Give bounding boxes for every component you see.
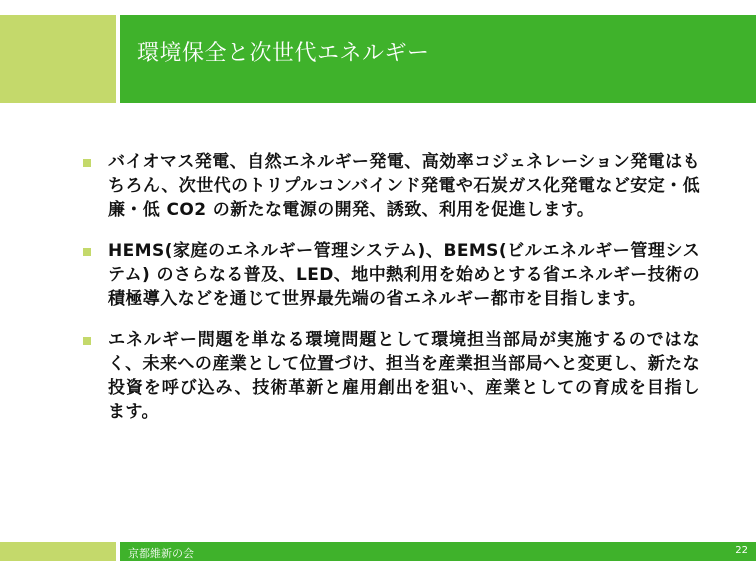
page-number: 22 <box>735 545 748 556</box>
square-bullet-icon <box>83 337 91 345</box>
bullet-item <box>80 239 700 311</box>
footer-accent-block <box>0 542 116 561</box>
bullet-text: エネルギー問題を単なる環境問題として環境担当部局が実施するのではなく、未来への産業として位置づけ、担当を産業担当部局へと変更し、新たな投資を呼び込み、技術革新と雇用創出を狙い、産業としての育成を目指します。 <box>108 330 700 422</box>
square-bullet-icon <box>83 159 91 167</box>
bullet-text: HEMS(家庭のエネルギー管理システム)、BEMS(ビルエネルギー管理システム) のさらなる普及、LED、地中熱利用を始めとする省エネルギー技術の積極導入などを通じて世界最先端の省エネルギー都市を目指します。 <box>108 241 700 309</box>
bullet-list <box>80 150 700 441</box>
footer-organization: 京都維新の会 <box>128 547 194 560</box>
footer-bar <box>120 542 756 561</box>
square-bullet-icon <box>83 248 91 256</box>
bullet-item <box>80 150 700 222</box>
bullet-item <box>80 328 700 424</box>
slide-title: 環境保全と次世代エネルギー <box>137 41 430 66</box>
bullet-text: バイオマス発電、自然エネルギー発電、高効率コジェネレーション発電はもちろん、次世代のトリプルコンバインド発電や石炭ガス化発電など安定・低廉・低 CO2 の新たな電源の開発、誘致、利用を促進します。 <box>108 152 700 220</box>
title-accent-block <box>0 15 116 103</box>
